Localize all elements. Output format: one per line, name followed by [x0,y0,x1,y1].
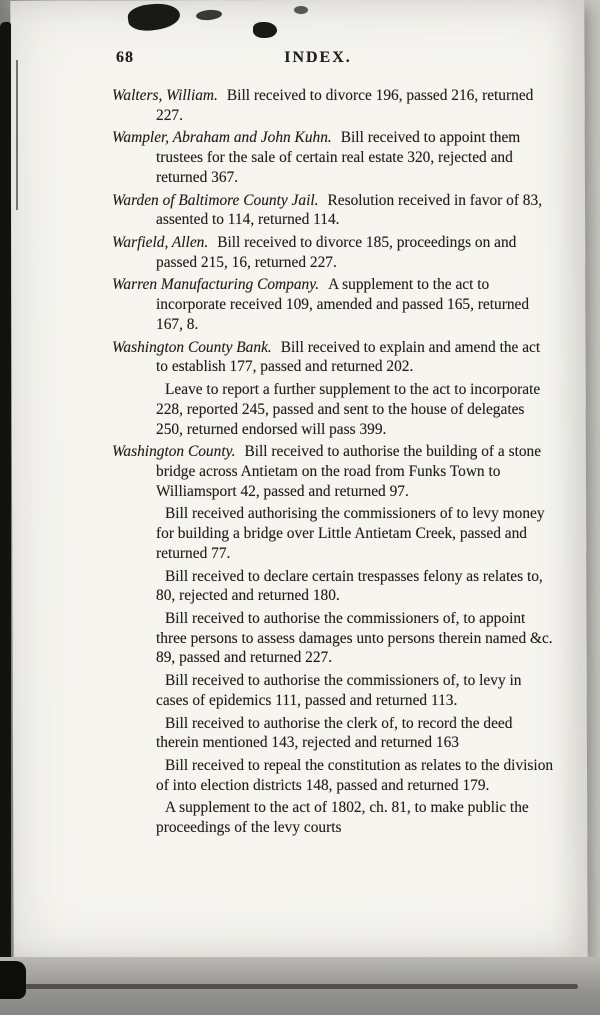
entry-text: A supplement to the act to incorporate received 109, amended and passed 165, returned 167, 8. [156,276,530,333]
entry-term: Walters, William. [112,87,218,104]
index-entry [112,233,554,272]
page-content [112,48,554,841]
entry-text: Bill received to divorce 196, passed 216, returned 227. [156,87,534,124]
entry-term: Warren Manufacturing Company. [112,276,320,294]
page-header [112,48,554,74]
entry-text: Bill received to explain and amend the act to establish 177, passed and returned 202. [156,338,541,376]
index-subentry: Bill received to authorise the clerk of, to record the deed therein mentioned 143, rejected and returned 163 [156,714,513,752]
entry-term: Warfield, Allen. [112,234,209,252]
index-subentry: Leave to report a further supplement to the act to incorporate 228, reported 245, passed and sent to the house of delegates 250, returned endorsed will pass 399. [156,381,541,438]
entry-text: Bill received to divorce 185, proceedings on and passed 215, 16, returned 227. [156,234,517,271]
entry-term: Washington County. [112,443,236,461]
index-entry [112,338,554,377]
index-entry [112,128,554,187]
page-title: INDEX. [284,49,352,66]
index-subentry: Bill received to authorise the commissioners of, to appoint three persons to assess damages unto persons therein named &c. 89, passed and returned 227. [156,609,553,667]
index-entry [112,191,554,230]
scan-edge-artifact [8,984,578,989]
entry-term: Warden of Baltimore County Jail. [112,191,319,209]
scan-edge-artifact [0,22,11,970]
index-entry [112,442,554,501]
page-number: 68 [116,49,134,66]
entry-term: Wampler, Abraham and John Kuhn. [112,129,332,147]
ink-blot-artifact [0,961,26,999]
ink-blot-artifact [253,22,277,38]
index-subentry: Bill received to declare certain trespasses felony as relates to, 80, rejected and returned 180. [156,567,543,605]
index-entry [112,275,554,334]
entry-term: Washington County Bank. [112,338,272,356]
entry-text: Resolution received in favor of 83, assented to 114, returned 114. [156,191,543,229]
index-entry [112,86,554,125]
entry-text: Bill received to appoint them trustees for the sale of certain real estate 320, rejected and returned 367. [156,129,521,186]
ink-blot-artifact [294,6,308,14]
scan-edge-artifact [16,60,18,210]
entry-text: Bill received to authorise the building of a stone bridge across Antietam on the road from Funks Town to Williamsport 42, passed and returned 97. [156,443,542,500]
index-subentry: Bill received to repeal the constitution as relates to the division of into election districts 148, passed and returned 179. [156,757,554,794]
index-subentry: Bill received to authorise the commissioners of, to levy in cases of epidemics 111, passed and returned 113. [156,672,522,709]
index-subentry: Bill received authorising the commissioners of to levy money for building a bridge over Little Antietam Creek, passed and returned 77. [156,505,545,562]
index-subentry: A supplement to the act of 1802, ch. 81, to make public the proceedings of the levy courts [156,799,529,837]
